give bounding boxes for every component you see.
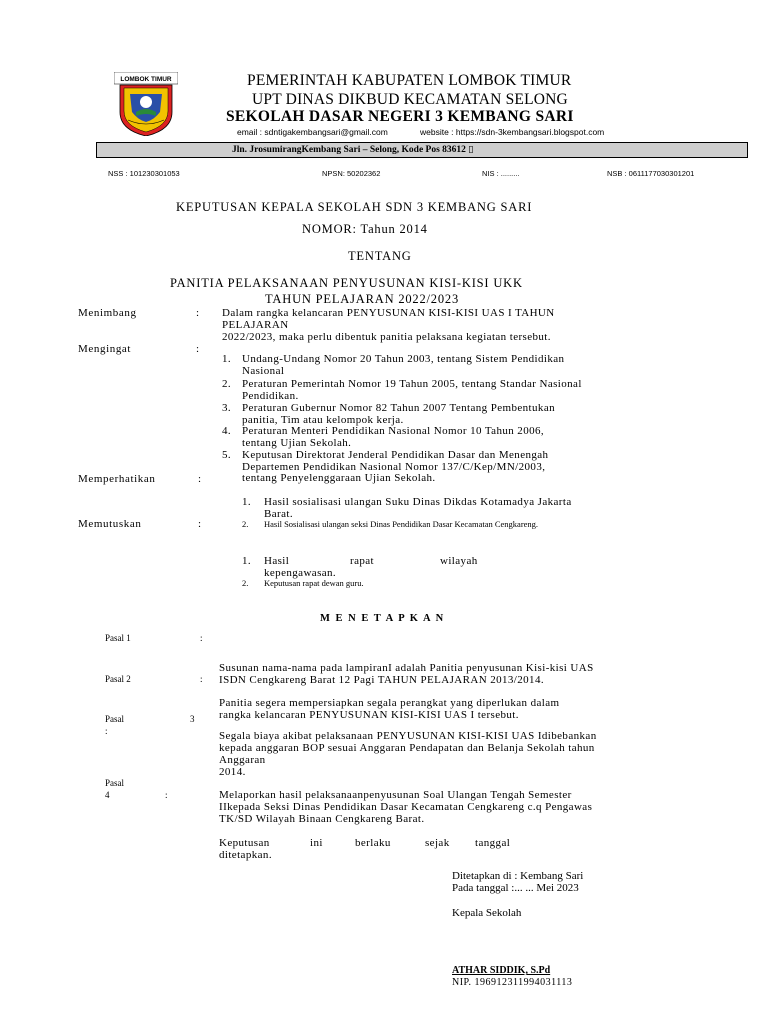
pasal-4-text: IIkepada Seksi Dinas Pendidikan Dasar Kecamatan Cengkareng c.q Pengawas: [219, 801, 593, 813]
memutuskan-item-text: Hasil: [264, 555, 290, 567]
signature-role: Kepala Sekolah: [452, 907, 522, 919]
header-website: website : https://sdn-3kembangsari.blogspot.com: [420, 127, 605, 137]
memperhatikan-label: Memperhatikan: [78, 473, 156, 485]
pasal-5-text: sejak: [425, 837, 450, 849]
memutuskan-item-text: rapat: [350, 555, 374, 567]
school-logo: [114, 72, 178, 136]
mengingat-label: Mengingat: [78, 343, 132, 355]
pasal-4-label: Pasal: [105, 778, 124, 788]
memperhatikan-item-text: Hasil Sosialisasi ulangan seksi Dinas Pendidikan Dasar Kecamatan Cengkareng.: [264, 519, 539, 529]
menimbang-text1: Dalam rangka kelancaran PENYUSUNAN KISI-KISI UAS I TAHUN: [222, 307, 555, 319]
pasal-1-text: Susunan nama-nama pada lampiranI adalah Panitia penyusunan Kisi-kisi UAS: [219, 662, 594, 674]
signature-date: Pada tanggal :... ... Mei 2023: [452, 882, 579, 894]
mengingat-item-text: Undang-Undang Nomor 20 Tahun 2003, tentang Sistem Pendidikan: [242, 353, 565, 365]
menetapkan-heading: M E N E T A P K A N: [320, 613, 445, 624]
pasal-3-text: 2014.: [219, 766, 246, 778]
pasal-5-text: Keputusan: [219, 837, 270, 849]
pasal-3-text: kepada anggaran BOP sesuai Anggaran Pendapatan dan Belanja Sekolah tahun: [219, 742, 595, 754]
menimbang-text3: 2022/2023, maka perlu dibentuk panitia pelaksana kegiatan tersebut.: [222, 331, 551, 343]
title-line1: KEPUTUSAN KEPALA SEKOLAH SDN 3 KEMBANG SARI: [176, 200, 533, 214]
signatory-name: ATHAR SIDDIK, S.Pd: [452, 965, 551, 976]
memperhatikan-item-number: 1.: [242, 496, 252, 508]
memperhatikan-item-text: Hasil sosialisasi ulangan Suku Dinas Dikdas Kotamadya Jakarta: [264, 496, 572, 508]
pasal-3-text: Anggaran: [219, 754, 266, 766]
menimbang-label: Menimbang: [78, 307, 137, 319]
pasal-3-number: 3: [190, 714, 195, 724]
mengingat-item-number: 1.: [222, 353, 232, 365]
title-number: NOMOR: Tahun 2014: [302, 222, 428, 236]
pasal-1-colon: :: [200, 633, 203, 643]
pasal-5-text: tanggal: [475, 837, 511, 849]
pasal-4-colon: :: [165, 790, 168, 800]
pasal-2-text: Panitia segera mempersiapkan segala perangkat yang diperlukan dalam: [219, 697, 560, 709]
pasal-3-colon: :: [105, 726, 108, 736]
title-tentang: TENTANG: [348, 249, 412, 263]
mengingat-item-number: 4.: [222, 425, 232, 437]
pasal-4-text: Melaporkan hasil pelaksanaanpenyusunan Soal Ulangan Tengah Semester: [219, 789, 572, 801]
mengingat-item-text: panitia, Tim atau kelompok kerja.: [242, 414, 404, 426]
signatory-nip: NIP. 196912311994031113: [452, 977, 573, 988]
header-school-name: SEKOLAH DASAR NEGERI 3 KEMBANG SARI: [226, 108, 574, 125]
title-line4: PANITIA PELAKSANAAN PENYUSUNAN KISI-KISI UKK: [170, 276, 523, 290]
pasal-5-text: ini: [310, 837, 323, 849]
memperhatikan-colon: :: [198, 473, 202, 485]
memutuskan-item-text: kepengawasan.: [264, 567, 337, 579]
memutuskan-item-text: Keputusan rapat dewan guru.: [264, 578, 364, 588]
mengingat-item-number: 3.: [222, 402, 232, 414]
memperhatikan-item-text: Barat.: [264, 508, 293, 520]
pasal-4-number: 4: [105, 790, 110, 800]
svg-text:LOMBOK TIMUR: LOMBOK TIMUR: [120, 76, 172, 83]
menimbang-text2: PELAJARAN: [222, 319, 289, 331]
npsn-number: NPSN: 50202362: [322, 169, 381, 178]
mengingat-item-text: Nasional: [242, 365, 285, 377]
mengingat-item-text: tentang Ujian Sekolah.: [242, 437, 352, 449]
nsb-number: NSB : 0611177030301201: [607, 169, 695, 178]
pasal-1-text: ISDN Cengkareng Barat 12 Pagi TAHUN PELAJARAN 2013/2014.: [219, 674, 545, 686]
header-line2: UPT DINAS DIKBUD KECAMATAN SELONG: [252, 91, 568, 108]
pasal-5-text: berlaku: [355, 837, 391, 849]
pasal-3-text: Segala biaya akibat pelaksanaan PENYUSUNAN KISI-KISI UAS Idibebankan: [219, 730, 597, 742]
nis-number: NIS : .........: [482, 169, 520, 178]
memutuskan-item-number: 2.: [242, 578, 249, 588]
pasal-3-label: Pasal: [105, 714, 124, 724]
mengingat-item-number: 2.: [222, 378, 232, 390]
header-line1: PEMERINTAH KABUPATEN LOMBOK TIMUR: [247, 72, 572, 89]
pasal-4-text: TK/SD Wilayah Binaan Cengkareng Barat.: [219, 813, 425, 825]
pasal-1-label: Pasal 1: [105, 633, 131, 643]
pasal-2-colon: :: [200, 674, 203, 684]
header-email: email : sdntigakembangsari@gmail.com: [237, 127, 388, 137]
menimbang-colon: :: [196, 307, 200, 319]
memperhatikan-item-number: 2.: [242, 519, 249, 529]
mengingat-item-text: Departemen Pendidikan Nasional Nomor 137/C/Kep/MN/2003,: [242, 461, 546, 473]
mengingat-item-text: Peraturan Pemerintah Nomor 19 Tahun 2005, tentang Standar Nasional: [242, 378, 582, 390]
pasal-2-text: rangka kelancaran PENYUSUNAN KISI-KISI UAS I tersebut.: [219, 709, 519, 721]
mengingat-item-text: Peraturan Gubernur Nomor 82 Tahun 2007 Tentang Pembentukan: [242, 402, 555, 414]
mengingat-item-text: Keputusan Direktorat Jenderal Pendidikan Dasar dan Menengah: [242, 449, 549, 461]
mengingat-item-text: Pendidikan.: [242, 390, 299, 402]
nss-number: NSS : 101230301053: [108, 169, 180, 178]
mengingat-item-text: tentang Penyelenggaraan Ujian Sekolah.: [242, 472, 436, 484]
mengingat-colon: :: [196, 343, 200, 355]
signature-place: Ditetapkan di : Kembang Sari: [452, 870, 584, 882]
mengingat-item-text: Peraturan Menteri Pendidikan Nasional Nomor 10 Tahun 2006,: [242, 425, 545, 437]
memutuskan-item-text: wilayah: [440, 555, 478, 567]
mengingat-item-number: 5.: [222, 449, 232, 461]
title-line5: TAHUN PELAJARAN 2022/2023: [265, 292, 459, 306]
header-address: Jln. JrosumirangKembang Sari – Selong, Kode Pos 83612 ▯: [232, 145, 474, 155]
pasal-5-text: ditetapkan.: [219, 849, 272, 861]
pasal-2-label: Pasal 2: [105, 674, 131, 684]
memutuskan-item-number: 1.: [242, 555, 252, 567]
memutuskan-label: Memutuskan: [78, 518, 142, 530]
memutuskan-colon: :: [198, 518, 202, 530]
